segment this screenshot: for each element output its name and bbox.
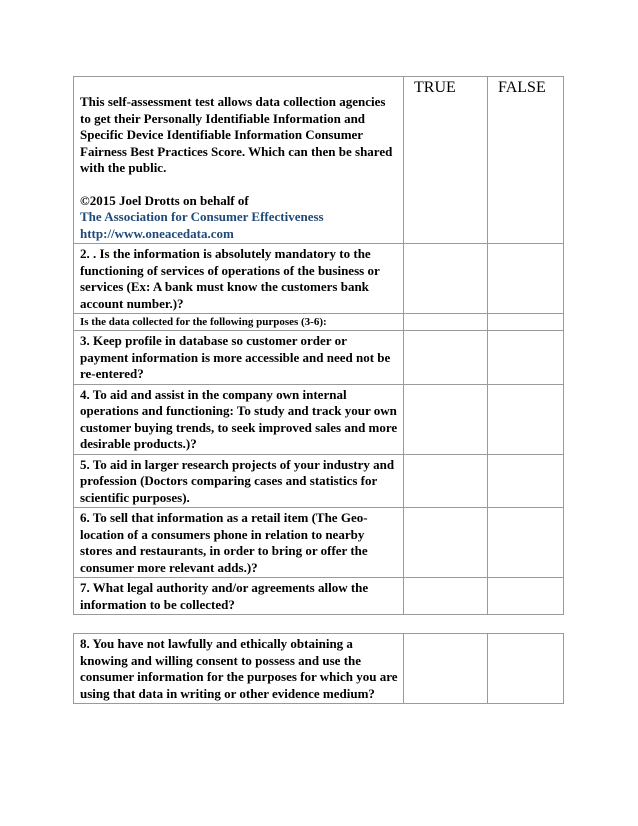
section-heading: Is the data collected for the following purposes (3-6): bbox=[74, 314, 404, 331]
intro-text: This self-assessment test allows data collection agencies to get their Personally Identifiable Information and Specific Device Identifiable Information Consumer Fairness Best Practices Score. Which can then be shared with the public. bbox=[80, 94, 393, 175]
question-6: 6. To sell that information as a retail item (The Geo-location of a consumers phone in relation to nearby stores and restaurants, in order to bring or offer the consumer more relevant adds.)? bbox=[74, 508, 404, 578]
question-3: 3. Keep profile in database so customer order or payment information is more accessible and need not be re-entered? bbox=[74, 331, 404, 385]
false-column-header: FALSE bbox=[488, 77, 564, 244]
table-row bbox=[74, 454, 564, 508]
answer-false-cell[interactable] bbox=[488, 454, 564, 508]
org-name: The Association for Consumer Effectiveness bbox=[80, 209, 324, 224]
org-url-link[interactable]: http://www.oneacedata.com bbox=[80, 225, 234, 241]
answer-true-cell[interactable] bbox=[404, 508, 488, 578]
question-2: 2. . Is the information is absolutely mandatory to the functioning of services of operations of the business or services (Ex: A bank must know the customers bank account number.)? bbox=[74, 244, 404, 314]
table-row bbox=[74, 634, 564, 704]
true-column-header: TRUE bbox=[404, 77, 488, 244]
answer-true-cell[interactable] bbox=[404, 454, 488, 508]
answer-false-cell[interactable] bbox=[488, 244, 564, 314]
header-row bbox=[74, 77, 564, 244]
answer-false-cell[interactable] bbox=[488, 384, 564, 454]
answer-true-cell[interactable] bbox=[404, 634, 488, 704]
answer-false-cell[interactable] bbox=[488, 578, 564, 615]
copyright-line: ©2015 Joel Drotts on behalf of bbox=[80, 192, 249, 208]
question-7: 7. What legal authority and/or agreements allow the information to be collected? bbox=[74, 578, 404, 615]
table-row bbox=[74, 331, 564, 385]
answer-false-cell[interactable] bbox=[488, 331, 564, 385]
table-row bbox=[74, 244, 564, 314]
answer-false-cell[interactable] bbox=[488, 634, 564, 704]
answer-false-cell bbox=[488, 314, 564, 331]
answer-true-cell[interactable] bbox=[404, 244, 488, 314]
answer-true-cell bbox=[404, 314, 488, 331]
answer-false-cell[interactable] bbox=[488, 508, 564, 578]
answer-true-cell[interactable] bbox=[404, 578, 488, 615]
consent-table bbox=[73, 633, 564, 704]
answer-true-cell[interactable] bbox=[404, 331, 488, 385]
table-row bbox=[74, 384, 564, 454]
intro-cell bbox=[74, 77, 404, 244]
table-row bbox=[74, 578, 564, 615]
question-8: 8. You have not lawfully and ethically obtaining a knowing and willing consent to possess and use the consumer information for the purposes for which you are using that data in writing or other evidence medium? bbox=[74, 634, 404, 704]
question-4: 4. To aid and assist in the company own internal operations and functioning: To study and track your own customer buying trends, to seek improved sales and more desirable products.)? bbox=[74, 384, 404, 454]
assessment-table bbox=[73, 76, 564, 615]
table-row bbox=[74, 508, 564, 578]
table-row bbox=[74, 314, 564, 331]
answer-true-cell[interactable] bbox=[404, 384, 488, 454]
question-5: 5. To aid in larger research projects of your industry and profession (Doctors comparing cases and statistics for scientific purposes). bbox=[74, 454, 404, 508]
